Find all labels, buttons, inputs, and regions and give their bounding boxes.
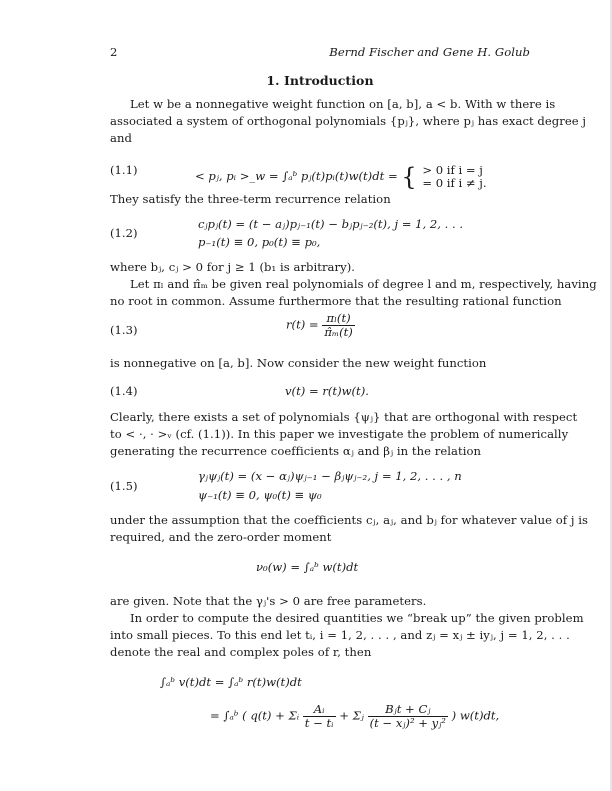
paragraph-line: required, and the zero-order moment	[110, 530, 332, 544]
zero-order-moment-equation: ν₀(w) = ∫ₐᵇ w(t)dt	[256, 560, 359, 574]
paragraph-line: under the assumption that the coefficients cⱼ, aⱼ, and bⱼ for whatever value of j is	[110, 513, 588, 527]
equation-part: + Σⱼ	[339, 708, 364, 723]
numerator: πₗ(t)	[322, 312, 354, 326]
paragraph-line: where bⱼ, cⱼ > 0 for j ≥ 1 (b₁ is arbitrary).	[110, 260, 356, 274]
numerator: Aᵢ	[303, 703, 336, 717]
case-2: = 0 if i ≠ j.	[422, 176, 487, 190]
paragraph-line: In order to compute the desired quantities we “break up” the given problem	[130, 611, 584, 625]
equation-label: (1.3)	[110, 323, 138, 337]
paragraph-line: to < ·, · >ᵥ (cf. (1.1)). In this paper we investigate the problem of numerically	[110, 427, 569, 441]
brace: {	[401, 163, 417, 191]
denominator: (t − xⱼ)² + yⱼ²	[369, 716, 446, 730]
fraction	[368, 703, 448, 730]
equation-lhs: r(t) =	[286, 317, 319, 332]
paragraph-line: Clearly, there exists a set of polynomials {ψⱼ} that are orthogonal with respect	[110, 410, 578, 424]
paragraph-line: They satisfy the three-term recurrence relation	[110, 192, 391, 206]
paragraph-line: Let w be a nonnegative weight function on [a, b], a < b. With w there is	[130, 97, 556, 111]
equation-label: (1.5)	[110, 479, 138, 493]
equation-label: (1.2)	[110, 226, 138, 240]
equation-lhs: < pⱼ, pᵢ >_w = ∫ₐᵇ pⱼ(t)pᵢ(t)w(t)dt =	[195, 169, 398, 183]
fraction	[322, 312, 354, 339]
equation-1-4: v(t) = r(t)w(t).	[285, 384, 369, 398]
paragraph-line: no root in common. Assume furthermore that the resulting rational function	[110, 294, 562, 308]
page-number: 2	[110, 45, 118, 59]
equation-1-2-line-2: p₋₁(t) ≡ 0, p₀(t) ≡ p₀,	[198, 235, 321, 249]
page-header	[110, 45, 530, 59]
numerator: Bⱼt + Cⱼ	[368, 703, 448, 717]
paragraph-line: and	[110, 131, 132, 145]
paragraph-line: Let πₗ and π̂ₘ be given real polynomials of degree l and m, respectively, having	[130, 277, 597, 291]
equation-1-5-line-2: ψ₋₁(t) ≡ 0, ψ₀(t) ≡ ψ₀	[198, 488, 322, 502]
equation-label: (1.1)	[110, 163, 138, 177]
integral-equation-line-2	[210, 703, 499, 730]
equation-1-2-line-1: cⱼpⱼ(t) = (t − aⱼ)pⱼ₋₁(t) − bⱼpⱼ₋₂(t), j = 1, 2, . . .	[198, 217, 464, 231]
equation-part: ) w(t)dt,	[451, 708, 500, 723]
case-1: > 0 if i = j	[422, 163, 483, 177]
integral-equation-line-1: ∫ₐᵇ v(t)dt = ∫ₐᵇ r(t)w(t)dt	[160, 675, 302, 689]
section-title: 1. Introduction	[266, 73, 374, 88]
paragraph-line: are given. Note that the γⱼ's > 0 are free parameters.	[110, 594, 427, 608]
fraction	[303, 703, 336, 730]
cases	[420, 164, 488, 190]
denominator: π̂ₘ(t)	[324, 325, 353, 339]
equation-part: = ∫ₐᵇ ( q(t) + Σᵢ	[210, 708, 300, 723]
paragraph-line: associated a system of orthogonal polynomials {pⱼ}, where pⱼ has exact degree j	[110, 114, 587, 128]
equation-1-1	[195, 163, 489, 191]
denominator: t − tᵢ	[304, 716, 334, 730]
running-head-authors: Bernd Fischer and Gene H. Golub	[329, 45, 530, 59]
equation-label: (1.4)	[110, 384, 138, 398]
equation-1-3	[286, 312, 355, 339]
paragraph-line: generating the recurrence coefficients αⱼ and βⱼ in the relation	[110, 444, 482, 458]
paragraph-line: denote the real and complex poles of r, then	[110, 645, 372, 659]
paragraph-line: into small pieces. To this end let tᵢ, i = 1, 2, . . . , and zⱼ = xⱼ ± iyⱼ, j = 1, 2, . . .	[110, 628, 570, 642]
equation-1-5-line-1: γⱼψⱼ(t) = (x − αⱼ)ψⱼ₋₁ − βⱼψⱼ₋₂, j = 1, 2, . . . , n	[198, 469, 462, 483]
paragraph-line: is nonnegative on [a, b]. Now consider the new weight function	[110, 356, 487, 370]
